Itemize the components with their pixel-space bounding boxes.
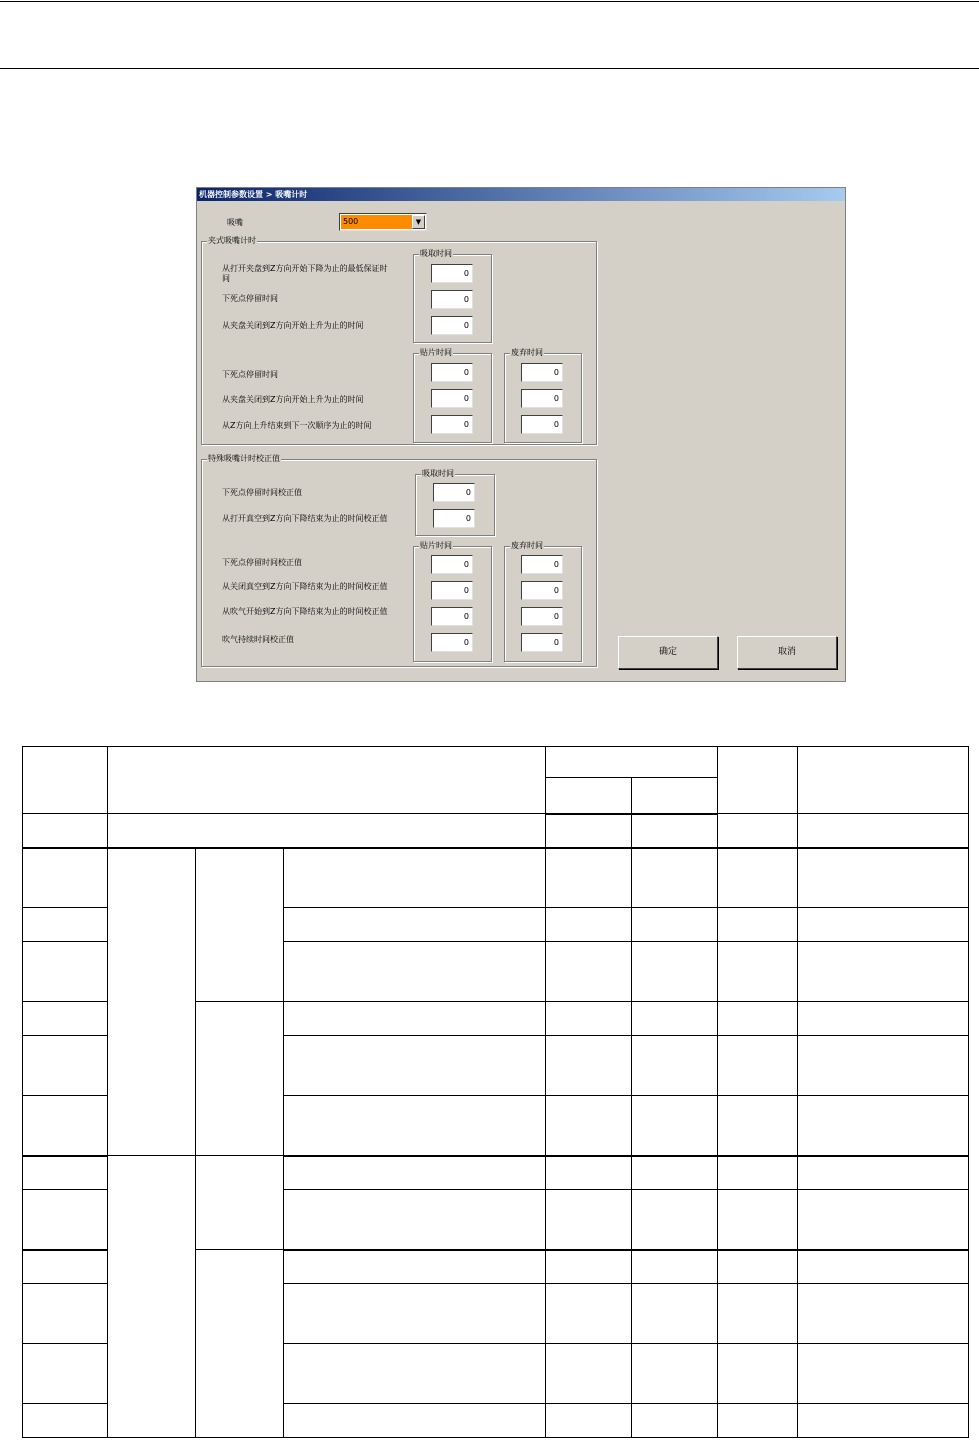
parameter-table (22, 746, 969, 1438)
ok-button[interactable]: 确定 (618, 636, 718, 669)
pickup-dwell-correction-input[interactable]: 0 (433, 483, 475, 502)
chevron-down-icon[interactable]: ▼ (412, 215, 425, 229)
table-row (23, 848, 969, 908)
nozzle-label: 吸嘴 (227, 218, 243, 227)
discard-dwell-input[interactable]: 0 (521, 363, 563, 382)
pickup-time-group (413, 249, 492, 343)
group-title: 吸取时间 (420, 249, 452, 258)
group-title: 贴片时间 (420, 541, 452, 550)
row-label: 下死点停留时间 (222, 294, 278, 303)
table-header-cell (108, 747, 546, 814)
pickup-min-time-input[interactable]: 0 (431, 264, 473, 283)
table-header-cell (23, 747, 108, 814)
pickup-vacuum-correction-input[interactable]: 0 (433, 509, 475, 528)
header-rule-top (0, 1, 979, 2)
discard-correction-group (504, 541, 582, 662)
pickup-dwell-input[interactable]: 0 (431, 290, 473, 309)
group-title: 特殊吸嘴计时校正值 (208, 454, 280, 463)
mount-next-input[interactable]: 0 (431, 415, 473, 434)
group-title: 废弃时间 (511, 541, 543, 550)
row-label: 从吹气开始到Z方向下降结束为止的时间校正值 (222, 607, 388, 616)
mount-blow-correction-input[interactable]: 0 (431, 607, 473, 626)
row-label: 吹气持续时间校正值 (222, 635, 294, 644)
mount-time-group (413, 348, 492, 443)
pickup-correction-group (415, 469, 495, 536)
group-title: 吸取时间 (422, 469, 454, 478)
group-title: 废弃时间 (511, 348, 543, 357)
pickup-rise-input[interactable]: 0 (431, 316, 473, 335)
table-header-cell (798, 747, 969, 814)
discard-blow-correction-input[interactable]: 0 (521, 607, 563, 626)
row-label: 下死点停留时间校正值 (222, 558, 302, 567)
group-title: 贴片时间 (420, 348, 452, 357)
table-row (23, 1156, 969, 1190)
nozzle-timing-dialog (196, 187, 846, 682)
header-rule-bottom (0, 68, 979, 69)
mount-dwell-input[interactable]: 0 (431, 363, 473, 382)
row-label: 从关闭真空到Z方向下降结束为止的时间校正值 (222, 582, 388, 591)
row-label: 从夹盘关闭到Z方向开始上升为止的时间 (222, 395, 364, 404)
table-header-cell (546, 778, 632, 814)
mount-rise-input[interactable]: 0 (431, 389, 473, 408)
clamp-nozzle-timing-group (201, 236, 597, 445)
discard-dwell-correction-input[interactable]: 0 (521, 555, 563, 574)
mount-correction-group (413, 541, 492, 662)
mount-blow-duration-input[interactable]: 0 (431, 633, 473, 652)
discard-rise-input[interactable]: 0 (521, 389, 563, 408)
dialog-title: 机器控制参数设置 > 吸嘴计时 (199, 190, 308, 199)
discard-vacuum-correction-input[interactable]: 0 (521, 581, 563, 600)
row-label: 从打开夹盘到Z方向开始下降为止的最低保证时 间 (222, 264, 388, 283)
cancel-button[interactable]: 取消 (737, 636, 837, 669)
table-header-cell (718, 747, 798, 814)
title-bar (197, 188, 845, 201)
row-label: 从打开真空到Z方向下降结束为止的时间校正值 (222, 514, 388, 523)
table-header-cell (632, 778, 718, 814)
row-label: 下死点停留时间校正值 (222, 488, 302, 497)
discard-blow-duration-input[interactable]: 0 (521, 633, 563, 652)
mount-dwell-correction-input[interactable]: 0 (431, 555, 473, 574)
row-label: 从夹盘关闭到Z方向开始上升为止的时间 (222, 321, 364, 330)
table-row (23, 814, 969, 848)
discard-next-input[interactable]: 0 (521, 415, 563, 434)
nozzle-select-value: 500 (341, 215, 413, 229)
group-title: 夹式吸嘴计时 (208, 236, 256, 245)
nozzle-select[interactable] (339, 213, 427, 231)
row-label: 从Z方向上升结束到下一次顺序为止的时间 (222, 421, 372, 430)
special-nozzle-correction-group (201, 454, 597, 667)
discard-time-group (504, 348, 582, 443)
row-label: 下死点停留时间 (222, 370, 278, 379)
table-header-cell (546, 747, 718, 778)
mount-vacuum-correction-input[interactable]: 0 (431, 581, 473, 600)
